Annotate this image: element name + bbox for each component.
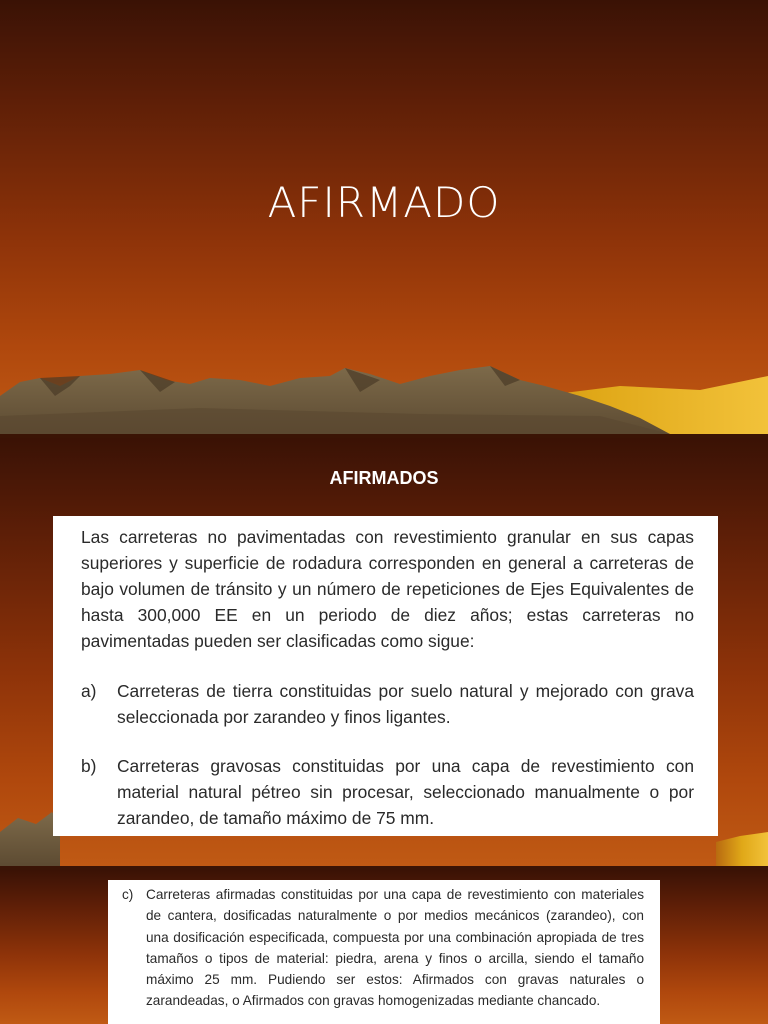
list-item — [122, 884, 644, 1012]
mountain-landscape — [0, 356, 768, 434]
list-item-text: Carreteras de tierra constituidas por suelo natural y mejorado con grava seleccionada por zarandeo y finos ligantes. — [117, 681, 694, 727]
slide-title: AFIRMADO — [267, 178, 501, 227]
title-slide — [0, 0, 768, 434]
list-item-letter: c) — [122, 887, 134, 902]
list-item-text: Carreteras afirmadas constituidas por una capa de revestimiento con materiales de cantera, dosificadas naturalmente o por medios mecánicos (zarandeo), con una dosificación especificada, compuesta por una combinación apropiada de tres tamaños o tipos de material: piedra, arena y finos o arcilla, siendo el tamaño máximo 25 mm. Pudiendo ser estos: Afirmados con gravas naturales o zarandeadas, o Afirmados con gravas homogenizadas mediante chancado. — [146, 887, 644, 1009]
slide-heading: AFIRMADOS — [329, 468, 439, 488]
list-item-letter: a) — [81, 681, 97, 701]
text-panel — [108, 880, 660, 1024]
intro-paragraph: Las carreteras no pavimentadas con revestimiento granular en sus capas superiores y superficie de rodadura corresponden en general a carreteras de bajo volumen de tránsito y un número de repeticiones de Ejes Equivalentes de hasta 300,000 EE en un periodo de diez años; estas carreteras no pavimentadas pueden ser clasificadas como sigue: — [81, 527, 694, 651]
list-item-letter: b) — [81, 756, 97, 776]
afirmados-slide — [0, 438, 768, 866]
continuation-slide — [0, 870, 768, 1024]
list-item-text: Carreteras gravosas constituidas por una capa de revestimiento con material natural pétreo sin procesar, seleccionado manualmente o por zarandeo, de tamaño máximo de 75 mm. — [117, 756, 694, 828]
text-panel — [53, 516, 718, 836]
list-item — [81, 678, 694, 730]
list-item — [81, 753, 694, 831]
